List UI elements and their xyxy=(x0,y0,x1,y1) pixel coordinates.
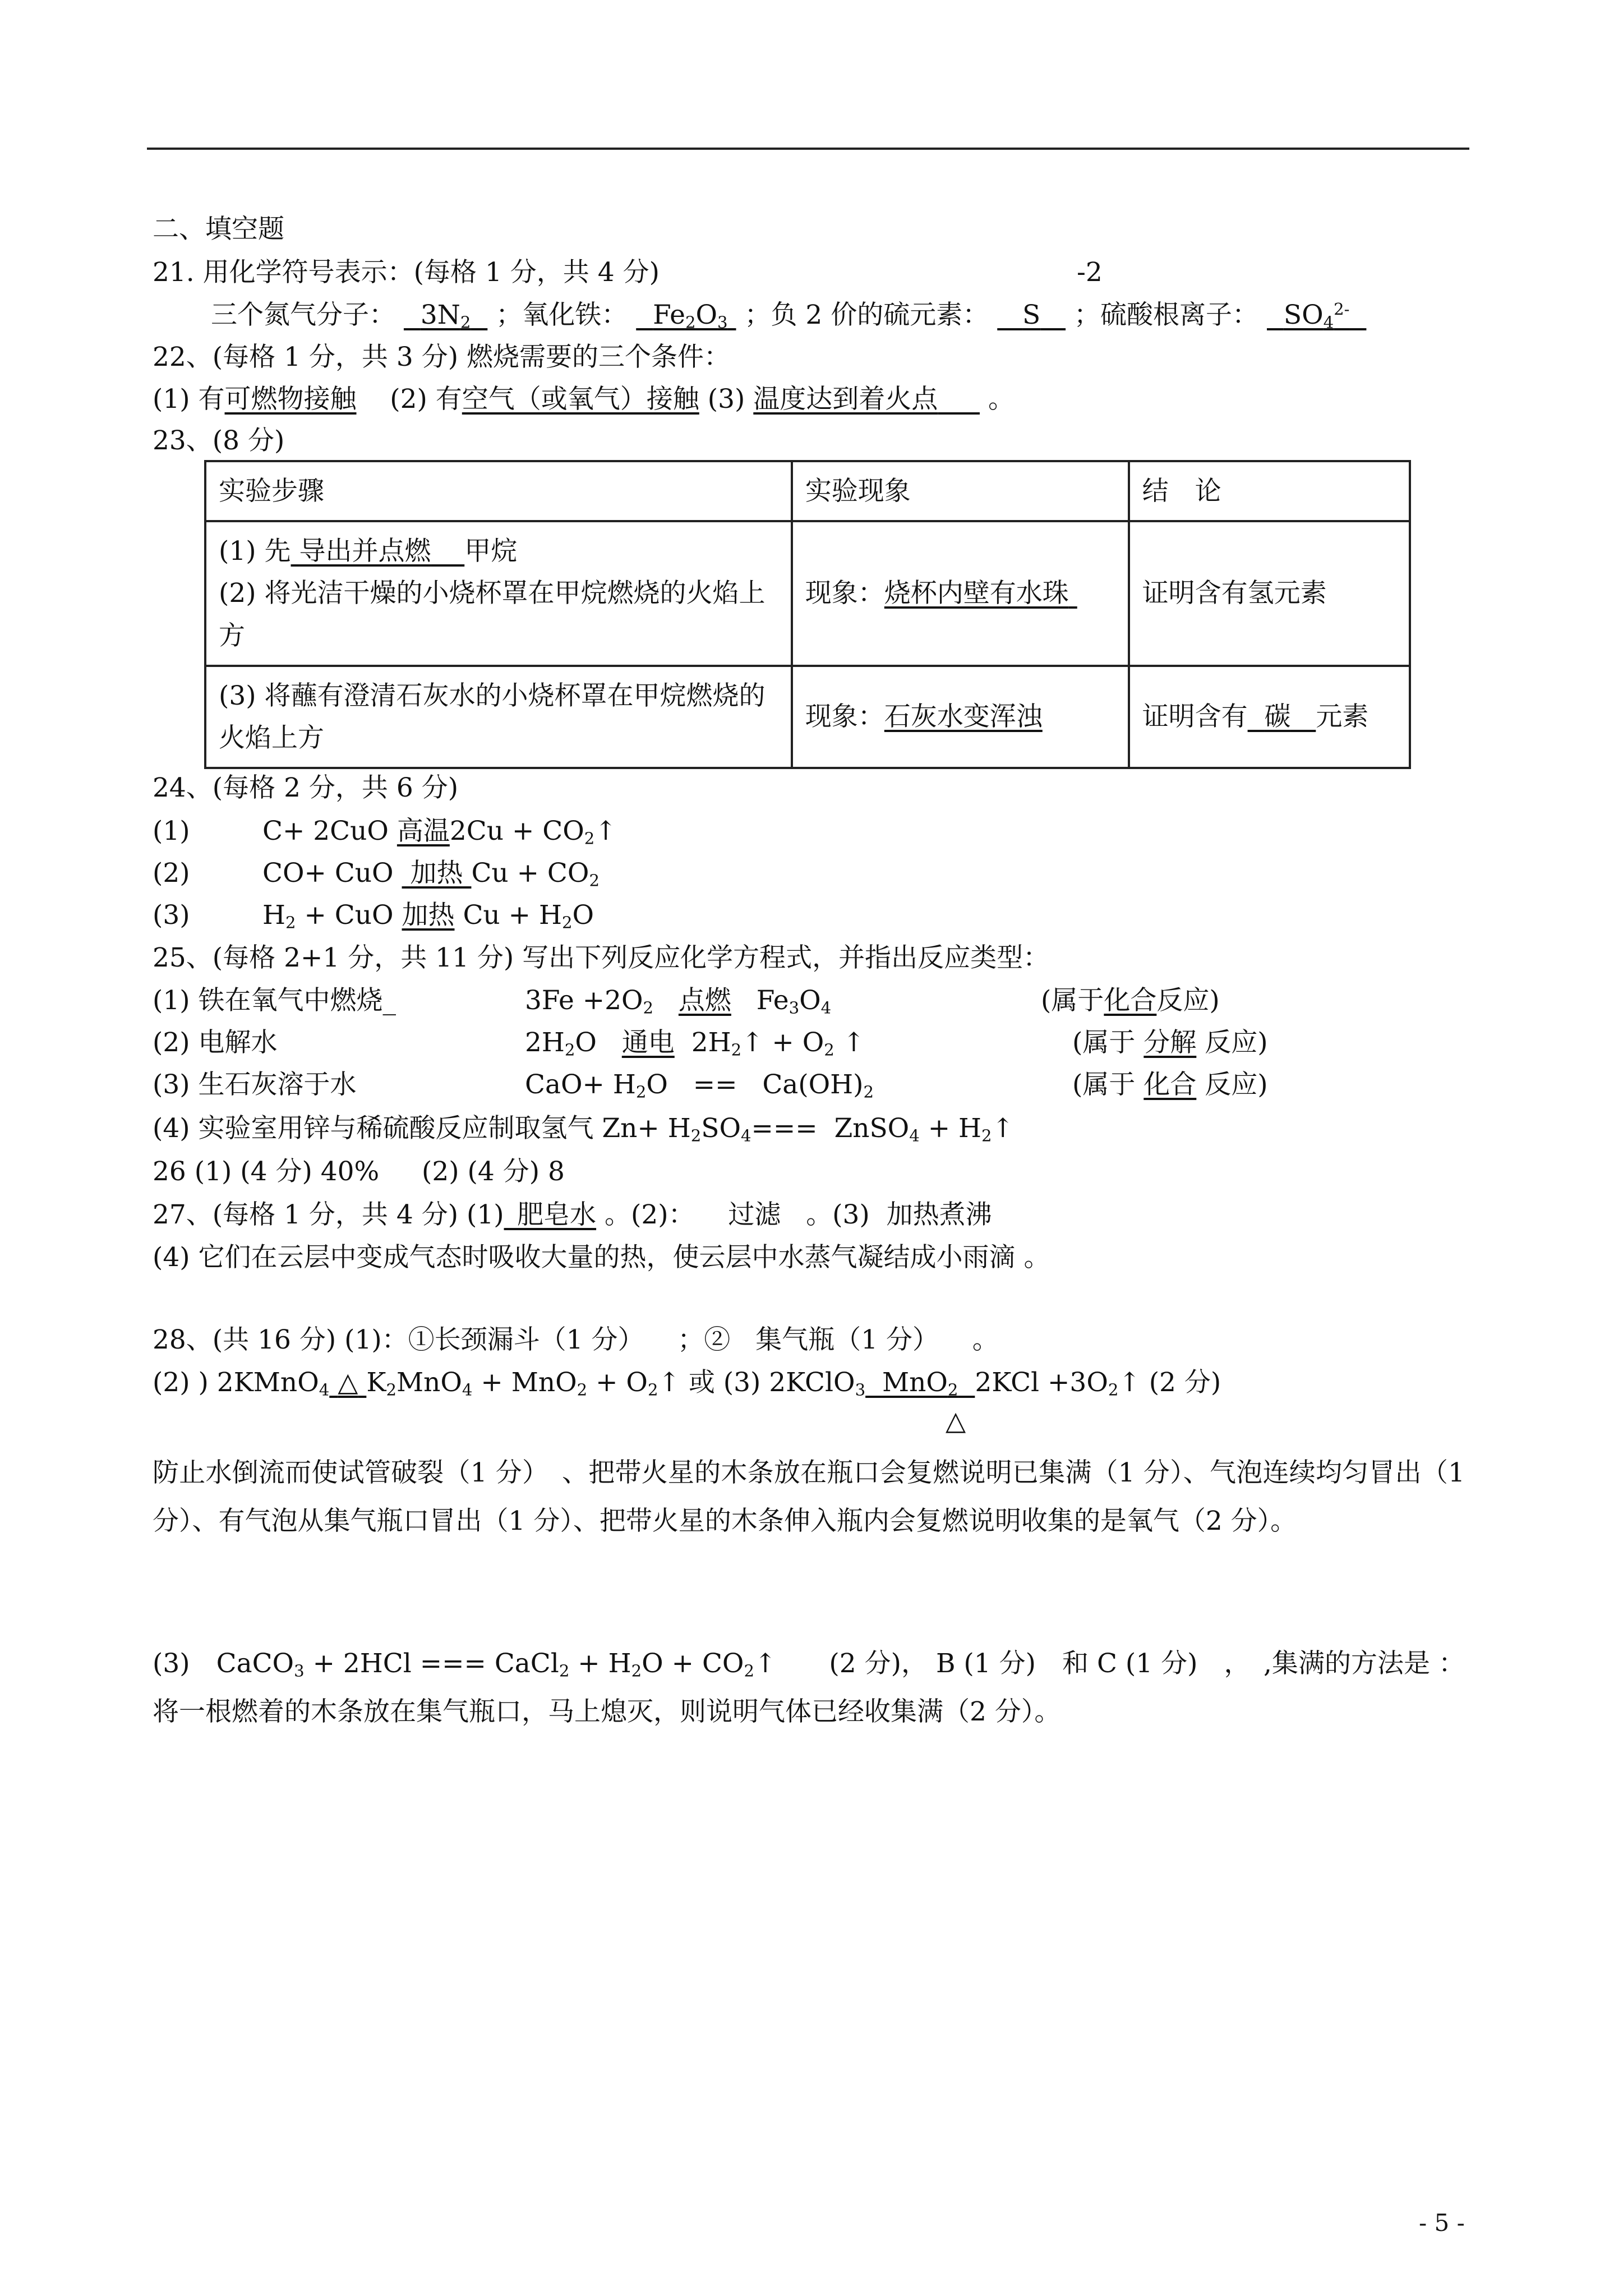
q27-line-1: 27、(每格 1 分，共 4 分) (1)_肥皂水 。(2)： 过滤 。(3) 加热煮沸 xyxy=(153,1199,992,1230)
q22-answers: (1) 有可燃物接触 (2) 有空气（或氧气）接触 (3) 温度达到着火点 。 xyxy=(153,384,1015,415)
q25-heading: 25、(每格 2+1 分，共 11 分) 写出下列反应化学方程式，并指出反应类型： xyxy=(153,942,1050,973)
conclusion-cell: 证明含有 碳 元素 xyxy=(1129,666,1410,768)
q22-answer-1: 可燃物接触 xyxy=(224,384,357,415)
q24-equation-1: (1) C+ 2CuO 高温$2Cu + CO_2↑$ xyxy=(153,816,617,848)
header-steps: 实验步骤 xyxy=(205,461,792,521)
q22-heading: 22、(每格 1 分，共 3 分) 燃烧需要的三个条件： xyxy=(153,342,730,372)
q24-equation-2: (2) CO+ CuO 加热 $Cu + CO_2$ xyxy=(153,858,600,890)
step-answer: 导出并点燃 xyxy=(299,536,431,567)
table-row xyxy=(205,666,1410,768)
q23-heading: 23、(8 分) xyxy=(153,425,285,456)
q25-line-2: (2) 电解水 $2H_2O$ 通电 $2H_2↑ + O_2$ ↑ (属于 分解 反应) xyxy=(153,1027,1268,1060)
q25-line-1: (1) 铁在氧气中燃烧_ $3Fe +2O_2$ 点燃 $Fe_3O_4$ (属于化合反应) xyxy=(153,985,1220,1018)
experiment-table xyxy=(204,460,1411,769)
conclusion-cell: 证明含有氢元素 xyxy=(1129,521,1410,666)
q28-line-1: 28、(共 16 分) (1)：①长颈漏斗（1 分） ；② 集气瓶（1 分） 。 xyxy=(153,1324,999,1355)
phenomenon-answer: 石灰水变浑浊 xyxy=(884,701,1043,733)
q25-line-4: (4) 实验室用锌与稀硫酸反应制取氢气 $Zn+ H_2SO_4===$ ZnSO$_4$ + $H_2↑$ xyxy=(153,1113,1014,1145)
header-conclusion: 结 论 xyxy=(1129,461,1410,521)
phenomenon-cell: 现象：烧杯内壁有水珠 xyxy=(792,521,1129,666)
header-phenomenon: 实验现象 xyxy=(792,461,1129,521)
step-cell: (1) 先 导出并点燃 甲烷 (2) 将光洁干燥的小烧杯罩在甲烷燃烧的火焰上方 xyxy=(205,521,792,666)
q21-heading: 21. 用化学符号表示：(每格 1 分，共 4 分) xyxy=(153,257,660,288)
table-row xyxy=(205,521,1410,666)
phenomenon-cell: 现象：石灰水变浑浊 xyxy=(792,666,1129,768)
q21-answer-4: SO xyxy=(1283,300,1324,330)
phenomenon-answer: 烧杯内壁有水珠 xyxy=(884,578,1069,609)
q26-answers: 26 (1) (4 分) 40% (2) (4 分) 8 xyxy=(153,1156,565,1187)
q21-answer-3: S xyxy=(1022,300,1041,330)
q24-heading: 24、(每格 2 分，共 6 分) xyxy=(153,772,459,803)
q28-line-2: (2) ) 2KMnO$_4$ △ $K_2MnO_4 + MnO_2$ + $O_2↑$ 或 (3) 2KClO$_3$ MnO$_2$ $2KCl +3O_2↑$ (2 分) xyxy=(153,1367,1221,1400)
q21-answers: 三个氮气分子： $3N_2$ ；氧化铁： $Fe_2O_3$ ；负 2 价的硫元素： S ；硫酸根离子： $SO_4^{2-}$ xyxy=(211,299,1350,332)
section-title: 二、填空题 xyxy=(153,214,284,245)
q22-answer-2: 空气（或氧气）接触 xyxy=(462,384,699,415)
q25-line-3: (3) 生石灰溶于水 $CaO+ H_2O$ == $Ca(OH)_2$ (属于 化合 反应) xyxy=(153,1069,1268,1102)
conclusion-answer: 碳 xyxy=(1264,701,1291,733)
header-rule xyxy=(147,148,1469,150)
heat-symbol: △ xyxy=(946,1406,966,1437)
q24-equation-3: (3) $H_2$ + CuO 加热 $Cu + H_2O$ xyxy=(153,900,594,932)
page-number: - 5 - xyxy=(1419,2209,1465,2237)
q22-answer-3: 温度达到着火点 xyxy=(753,384,938,415)
q21-valence-mark: -2 xyxy=(1077,257,1103,288)
q28-paragraph-1: 防止水倒流而使试管破裂（1 分） 、把带火星的木条放在瓶口会复燃说明已集满（1 分）、气泡连续均匀冒出（1 分）、有气泡从集气瓶口冒出（1 分）、把带火星的木条伸入瓶内会复燃说明收集的是氧气（2 分）。 xyxy=(153,1457,1465,1536)
q27-line-2: (4) 它们在云层中变成气态时吸收大量的热，使云层中水蒸气凝结成小雨滴 。 xyxy=(153,1242,1050,1273)
table-header-row xyxy=(205,461,1410,521)
q21-answer-1: 3N xyxy=(420,300,460,330)
q21-answer-2: Fe xyxy=(653,300,685,330)
q28-paragraph-2: (3) CaCO$_3$ + 2HCl === CaCl$_2$ + $H_2O$ + $CO_2↑$ (2 分)， B (1 分) 和 C (1 分) ， ,集满的方法是 ：将一根燃着的木条放在集气瓶口，马上熄灭，则说明气体已经收集满（2 分）。 xyxy=(153,1648,1465,1727)
step-cell: (3) 将蘸有澄清石灰水的小烧杯罩在甲烷燃烧的火焰上方 xyxy=(205,666,792,768)
